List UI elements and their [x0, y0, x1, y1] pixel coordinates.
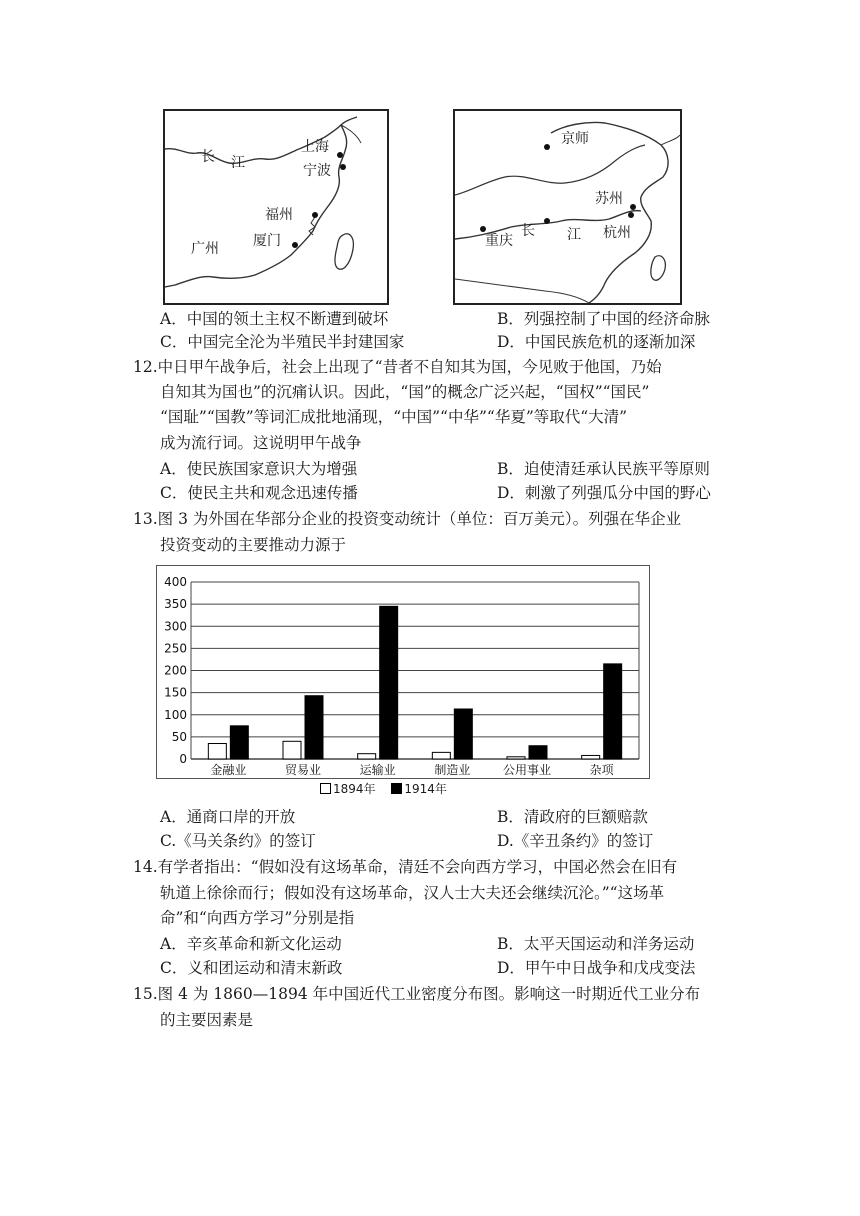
map-label-fuzhou: 福州	[265, 207, 293, 223]
map-treaty-ports	[163, 109, 389, 305]
map-label-suzhou: 苏州	[595, 191, 623, 207]
q12-option-a: A．使民族国家意识大为增强	[160, 460, 358, 478]
q13-option-b: B．清政府的巨额赔款	[497, 808, 648, 826]
q12-option-d: D．刺激了列强瓜分中国的野心	[497, 484, 711, 502]
legend-label-1914: 1914年	[404, 782, 447, 796]
y-tick-label-50: 50	[171, 729, 187, 744]
legend-item-1894	[320, 782, 376, 796]
q14-stem-line-3: 命”和“向西方学习”分别是指	[160, 909, 355, 927]
x-tick-label-4: 公用事业	[502, 763, 552, 777]
legend-item-1914	[391, 782, 447, 796]
map-label-guangzhou: 广州	[191, 241, 219, 257]
chart-legend	[320, 782, 459, 796]
q13-option-a: A．通商口岸的开放	[160, 808, 296, 826]
q13-option-d: D.《辛丑条约》的签订	[497, 832, 654, 850]
q12-stem-line-1: 12.中日甲午战争后，社会上出现了“昔者不自知其为国，今见败于他国，乃始	[133, 358, 662, 376]
bar-1894-5	[582, 755, 600, 759]
q14-stem-line-1: 14.有学者指出：“假如没有这场革命，清廷不会向西方学习，中国必然会在旧有	[133, 858, 678, 876]
q12-option-b: B．迫使清廷承认民族平等原则	[497, 460, 710, 478]
map-label-changjiang-1: 长	[201, 149, 215, 165]
map-label-jingshi: 京师	[561, 131, 589, 147]
q15-stem-line-2: 的主要因素是	[160, 1011, 254, 1029]
y-tick-label-250: 250	[164, 641, 187, 656]
map-label-changjiang-2: 江	[231, 155, 245, 171]
map-label-chongqing: 重庆	[485, 233, 513, 249]
y-tick-label-0: 0	[179, 752, 187, 766]
legend-swatch-1914	[391, 783, 402, 794]
q14-stem-line-2: 轨道上徐徐而行；假如没有这场革命，汉人士大夫还会继续沉沦。”“这场革	[160, 884, 665, 902]
bar-1914-1	[305, 696, 323, 759]
y-tick-label-300: 300	[164, 619, 187, 634]
q14-option-a: A．辛亥革命和新文化运动	[160, 935, 342, 953]
bar-1894-1	[283, 741, 301, 759]
q14-option-d: D．甲午中日战争和戊戌变法	[497, 959, 696, 977]
q11-option-b: B．列强控制了中国的经济命脉	[497, 310, 710, 328]
map-label-r-changjiang-2: 江	[567, 227, 581, 243]
map-label-shanghai: 上海	[301, 139, 329, 155]
q13-stem-line-2: 投资变动的主要推动力源于	[160, 536, 347, 554]
bar-1914-3	[454, 709, 472, 759]
q12-option-c: C．使民主共和观念迅速传播	[160, 484, 358, 502]
y-tick-label-100: 100	[164, 707, 187, 722]
q12-stem-line-4: 成为流行词。这说明甲午战争	[160, 434, 362, 452]
q13-option-c: C.《马关条约》的签订	[160, 832, 316, 850]
x-tick-label-0: 金融业	[210, 763, 247, 777]
bar-1914-5	[604, 664, 622, 759]
q11-option-c: C．中国完全沦为半殖民半封建国家	[160, 333, 405, 351]
bar-1894-4	[507, 757, 525, 759]
y-tick-label-400: 400	[164, 575, 187, 589]
x-tick-label-2: 运输业	[359, 763, 396, 777]
y-tick-label-350: 350	[164, 597, 187, 612]
bar-1914-0	[230, 726, 248, 759]
map-label-hangzhou: 杭州	[603, 225, 631, 241]
map-label-r-changjiang-1: 长	[521, 223, 535, 239]
bar-1894-2	[358, 754, 376, 759]
bar-1894-3	[432, 752, 450, 759]
map-label-xiamen: 厦门	[253, 233, 281, 249]
chart-svg	[157, 566, 649, 778]
q14-option-b: B．太平天国运动和洋务运动	[497, 935, 695, 953]
map-label-ningbo: 宁波	[303, 163, 331, 179]
bar-1914-4	[529, 746, 547, 759]
bar-1914-2	[380, 606, 398, 759]
x-tick-label-1: 贸易业	[284, 763, 322, 777]
q12-stem-line-2: 自知其为国也”的沉痛认识。因此，“国”的概念广泛兴起，“国权”“国民”	[160, 383, 650, 401]
q11-option-d: D．中国民族危机的逐渐加深	[497, 333, 696, 351]
q13-stem-line-1: 13.图 3 为外国在华部分企业的投资变动统计（单位：百万美元）。列强在华企业	[133, 510, 682, 528]
q14-option-c: C．义和团运动和清末新政	[160, 959, 343, 977]
bar-1894-0	[208, 744, 226, 759]
y-tick-label-150: 150	[164, 685, 187, 700]
q15-stem-line-1: 15.图 4 为 1860—1894 年中国近代工业密度分布图。影响这一时期近代工业分布	[133, 985, 701, 1003]
map-opened-cities	[453, 109, 682, 305]
investment-bar-chart	[156, 565, 650, 779]
x-tick-label-3: 制造业	[434, 763, 471, 777]
x-tick-label-5: 杂项	[589, 763, 614, 777]
y-tick-label-200: 200	[164, 663, 187, 678]
q11-option-a: A．中国的领土主权不断遭到破坏	[160, 310, 389, 328]
legend-label-1894: 1894年	[333, 782, 376, 796]
q12-stem-line-3: “国耻”“国教”等词汇成批地涌现，“中国”“中华”“华夏”等取代“大清”	[160, 408, 628, 426]
legend-swatch-1894	[320, 783, 331, 794]
